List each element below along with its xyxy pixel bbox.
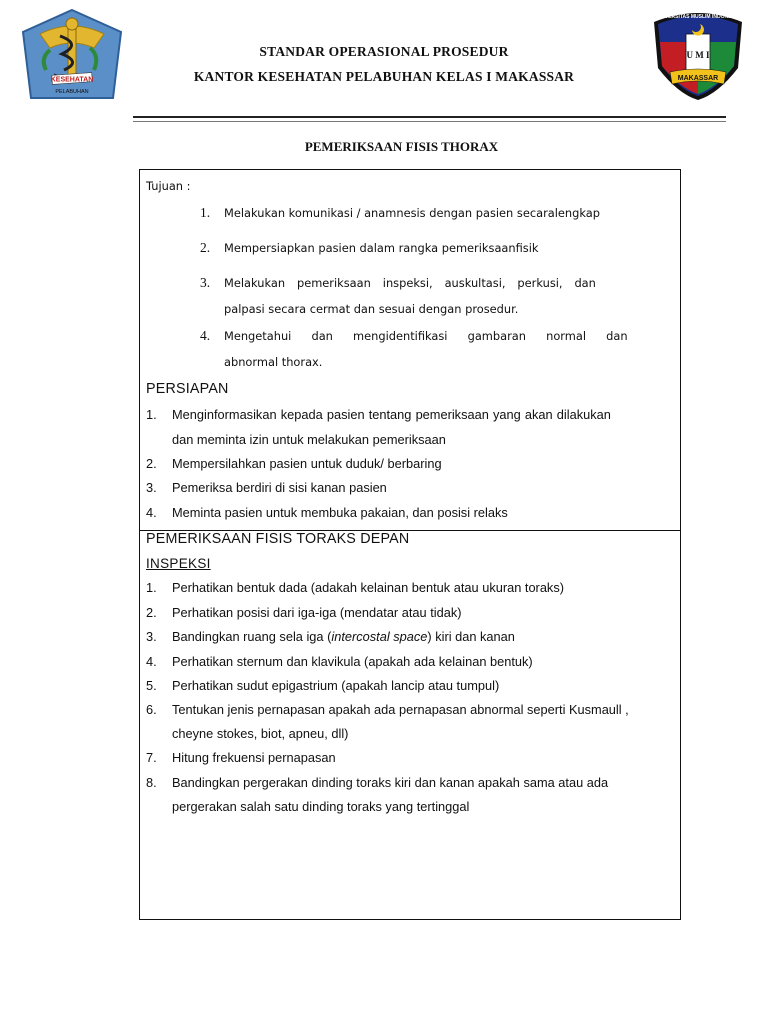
inspeksi-item-text: pergerakan salah satu dinding toraks yang tertinggal (172, 799, 470, 814)
inspeksi-item-number: 3. (146, 629, 157, 644)
persiapan-item-text: dan meminta izin untuk melakukan pemeriksaan (172, 432, 446, 447)
left-logo-bottom-text: PELABUHAN (55, 89, 89, 95)
right-logo-letters: U M I (686, 50, 710, 60)
document-title: PEMERIKSAAN FISIS THORAX (304, 139, 499, 154)
tujuan-item-number: 2. (200, 240, 211, 255)
tujuan-item-text: abnormal thorax. (224, 355, 323, 369)
tujuan-item-text: Melakukan komunikasi / anamnesis dengan pasien secaralengkap (224, 206, 600, 220)
header-line-2: KANTOR KESEHATAN PELABUHAN KELAS I MAKASSAR (193, 69, 575, 84)
inspeksi-item-number: 5. (146, 678, 157, 693)
inspeksi-item-number: 8. (146, 775, 157, 790)
persiapan-item-number: 2. (146, 456, 157, 471)
left-logo-band-text: KESEHATAN (50, 76, 94, 84)
inspeksi-item-number: 1. (146, 580, 157, 595)
inspeksi-item-number: 6. (146, 702, 157, 717)
pemeriksaan-heading: PEMERIKSAAN FISIS TORAKS DEPAN (146, 531, 410, 547)
inspeksi-item-text-post: ) kiri dan kanan (427, 629, 515, 644)
header-line-1: STANDAR OPERASIONAL PROSEDUR (259, 44, 509, 59)
persiapan-item-text: Pemeriksa berdiri di sisi kanan pasien (172, 480, 387, 495)
inspeksi-item-number: 2. (146, 605, 157, 620)
persiapan-item-number: 1. (146, 407, 157, 422)
inspeksi-item-text: Bandingkan pergerakan dinding toraks kiri dan kanan apakah sama atau ada (172, 775, 609, 790)
inspeksi-item-text: Perhatikan posisi dari iga-iga (mendatar atau tidak) (172, 605, 462, 620)
inspeksi-item-text: Perhatikan sternum dan klavikula (apakah ada kelainan bentuk) (172, 654, 533, 669)
persiapan-heading: PERSIAPAN (146, 381, 229, 397)
tujuan-item-number: 4. (200, 328, 211, 343)
inspeksi-item-text: Perhatikan bentuk dada (adakah kelainan bentuk atau ukuran toraks) (172, 580, 564, 595)
tujuan-item-text: Mempersiapkan pasien dalam rangka pemeriksaanfisik (224, 241, 539, 255)
header-rule-thin (133, 121, 726, 122)
tujuan-item-number: 1. (200, 205, 211, 220)
tujuan-item-text: Melakukan pemeriksaan inspeksi, auskultasi, perkusi, dan (224, 276, 596, 290)
tujuan-label: Tujuan : (146, 179, 191, 193)
inspeksi-subheading: INSPEKSI (146, 556, 211, 571)
persiapan-item-text: Meminta pasien untuk membuka pakaian, dan posisi relaks (172, 505, 508, 520)
inspeksi-item-text: Perhatikan sudut epigastrium (apakah lancip atau tumpul) (172, 678, 500, 693)
inspeksi-item-text: Tentukan jenis pernapasan apakah ada pernapasan abnormal seperti Kusmaull , (172, 702, 629, 717)
tujuan-item-text: palpasi secara cermat dan sesuai dengan prosedur. (224, 302, 519, 316)
right-logo-arc-text: UNIVERSITAS MUSLIM INDONESIA (656, 14, 740, 20)
inspeksi-item-text (172, 629, 515, 644)
right-logo-banner-text: MAKASSAR (677, 75, 719, 82)
header-rule-thick (133, 116, 726, 118)
tujuan-item-text: Mengetahui dan mengidentifikasi gambaran normal dan (224, 329, 628, 343)
inspeksi-item-text-italic: intercostal space (331, 629, 428, 644)
persiapan-item-text: Mempersilahkan pasien untuk duduk/ berbaring (172, 456, 442, 471)
inspeksi-item-number: 4. (146, 654, 157, 669)
persiapan-item-number: 3. (146, 480, 157, 495)
inspeksi-item-number: 7. (146, 750, 157, 765)
inspeksi-item-text-pre: Bandingkan ruang sela iga ( (172, 629, 332, 644)
inspeksi-item-text: Hitung frekuensi pernapasan (172, 750, 336, 765)
persiapan-item-text: Menginformasikan kepada pasien tentang pemeriksaan yang akan dilakukan (172, 407, 611, 422)
tujuan-item-number: 3. (200, 275, 211, 290)
tujuan-persiapan-box (139, 169, 681, 531)
inspeksi-item-text: cheyne stokes, biot, apneu, dll) (172, 726, 349, 741)
persiapan-item-number: 4. (146, 505, 157, 520)
